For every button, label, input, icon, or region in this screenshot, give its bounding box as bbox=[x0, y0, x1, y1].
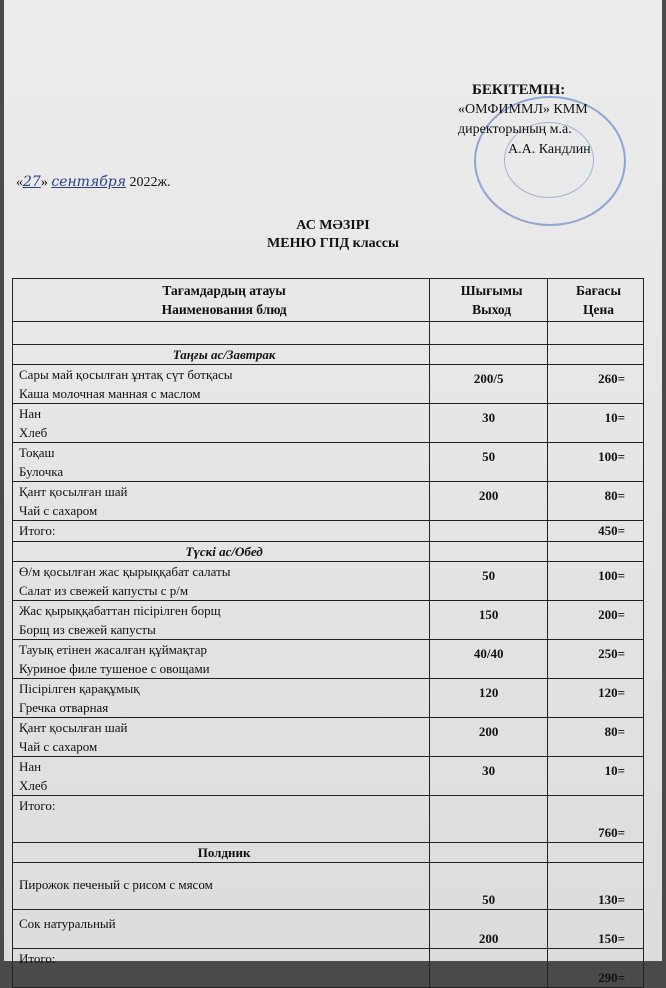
menu-sheet bbox=[4, 0, 662, 985]
date-day: 27 bbox=[23, 174, 41, 190]
table-row: Нан Хлеб 30 10= bbox=[13, 404, 644, 443]
snack-total-row: Итого: 290= bbox=[13, 949, 644, 988]
header-price: Бағасы Цена bbox=[548, 279, 644, 322]
approval-org: «ОМФИММЛ» КММ bbox=[458, 102, 588, 117]
table-row: Тауық етінен жасалған құймақтар Куриное филе тушеное с овощами 40/40 250= bbox=[13, 640, 644, 679]
title-ru: МЕНЮ ГПД классы bbox=[267, 236, 399, 251]
header-yield: Шығымы Выход bbox=[430, 279, 548, 322]
date-line bbox=[16, 174, 171, 191]
table-row: Нан Хлеб 30 10= bbox=[13, 757, 644, 796]
section-snack: Полдник bbox=[13, 843, 644, 863]
header-dish: Тағамдардың атауы Наименования блюд bbox=[13, 279, 430, 322]
blank-row bbox=[13, 322, 644, 345]
breakfast-total-row: Итого: 450= bbox=[13, 521, 644, 542]
table-row: Қант қосылған шай Чай с сахаром 200 80= bbox=[13, 482, 644, 521]
approval-heading: БЕКІТЕМІН: bbox=[472, 82, 566, 98]
section-breakfast: Таңғы ас/Завтрак bbox=[13, 345, 644, 365]
date-month: сентября bbox=[51, 174, 126, 190]
table-row: Тоқаш Булочка 50 100= bbox=[13, 443, 644, 482]
lunch-total-row: Итого: 760= bbox=[13, 796, 644, 843]
date-open-quote: « bbox=[16, 175, 23, 190]
section-lunch: Түскі ас/Обед bbox=[13, 542, 644, 562]
table-row: Ө/м қосылған жас қырыққабат салаты Салат из свежей капусты с р/м 50 100= bbox=[13, 562, 644, 601]
table-header bbox=[13, 279, 644, 322]
date-close-quote: » bbox=[40, 175, 48, 190]
approval-signatory: А.А. Кандлин bbox=[508, 142, 591, 157]
table-row: Сок натуральный 200 150= bbox=[13, 910, 644, 949]
approval-block bbox=[458, 80, 658, 160]
title-kz: АС МӘЗІРІ bbox=[296, 218, 370, 233]
table-row: Пісірілген қарақұмық Гречка отварная 120 120= bbox=[13, 679, 644, 718]
table-row: Пирожок печеный с рисом с мясом 50 130= bbox=[13, 863, 644, 910]
date-year: 2022ж. bbox=[129, 175, 171, 190]
approval-role: директорының м.а. bbox=[458, 122, 572, 137]
table-row: Сары май қосылған ұнтақ сүт ботқасы Каша молочная манная с маслом 200/5 260= bbox=[13, 365, 644, 404]
menu-table bbox=[12, 278, 644, 988]
table-row: Қант қосылған шай Чай с сахаром 200 80= bbox=[13, 718, 644, 757]
table-row: Жас қырыққабаттан пісірілген борщ Борщ из свежей капусты 150 200= bbox=[13, 601, 644, 640]
